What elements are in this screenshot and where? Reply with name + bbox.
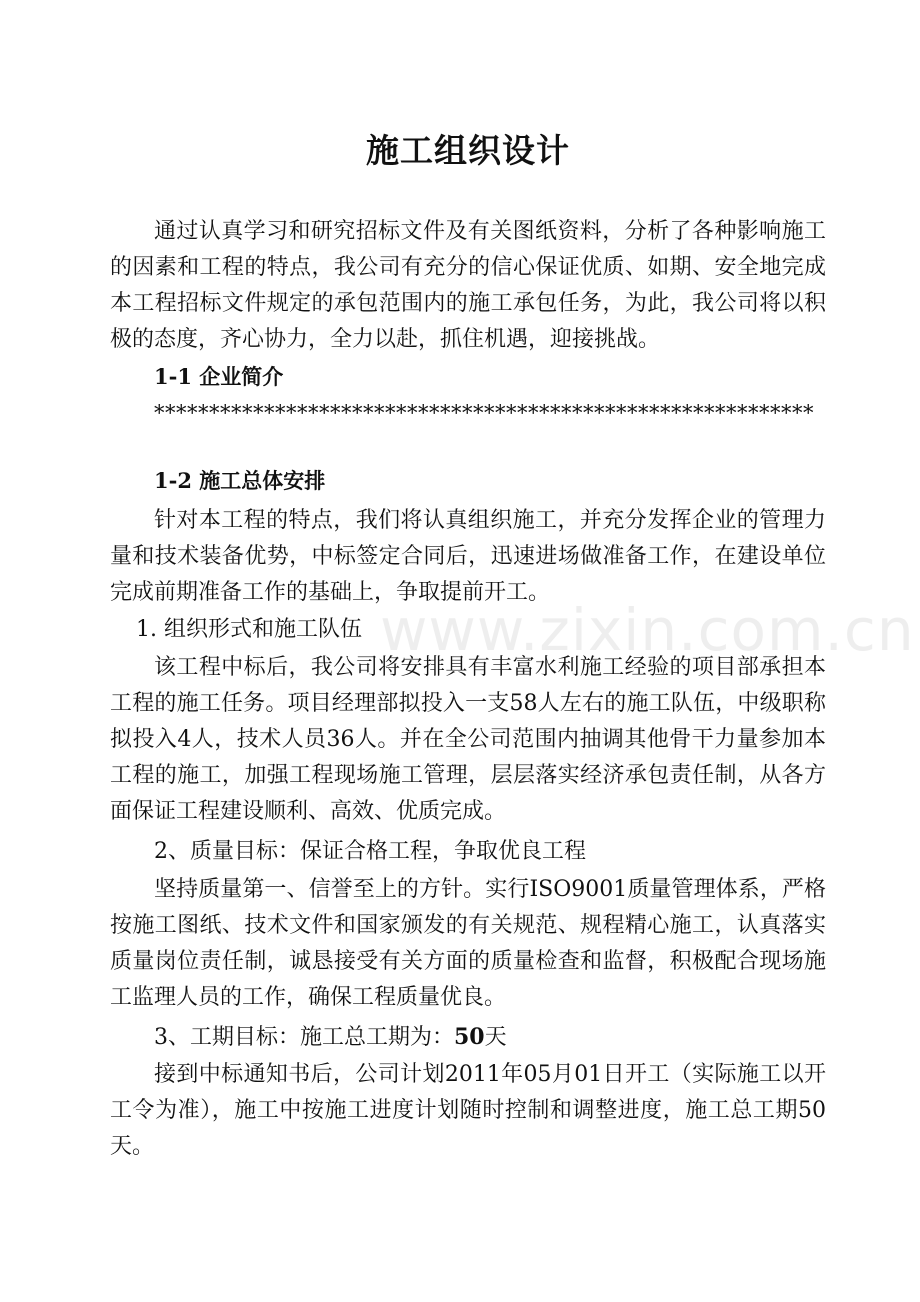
section-1-1-masked-content: ************************************************************	[154, 401, 814, 425]
item-1-title: 1. 组织形式和施工队伍	[136, 617, 362, 642]
intro-paragraph: 通过认真学习和研究招标文件及有关图纸资料，分析了各种影响施工的因素和工程的特点，我公司有充分的信心保证优质、如期、安全地完成本工程招标文件规定的承包范围内的施工承包任务，为此，我公司将以积极的态度，齐心协力，全力以赴，抓住机遇，迎接挑战。	[110, 219, 826, 352]
section-1-2-intro: 针对本工程的特点，我们将认真组织施工，并充分发挥企业的管理力量和技术装备优势，中标签定合同后，迅速进场做准备工作，在建设单位完成前期准备工作的基础上，争取提前开工。	[110, 508, 826, 605]
section-1-2-heading: 1-2 施工总体安排	[154, 468, 326, 493]
item-1-text: 该工程中标后，我公司将安排具有丰富水利施工经验的项目部承担本工程的施工任务。项目经理部拟投入一支58人左右的施工队伍，中级职称拟投入4人，技术人员36人。并在全公司范围内抽调其他骨干力量参加本工程的施工，加强工程现场施工管理，层层落实经济承包责任制，从各方面保证工程建设顺利、高效、优质完成。	[110, 655, 826, 824]
item-2-text: 坚持质量第一、信誉至上的方针。实行ISO9001质量管理体系，严格按施工图纸、技术文件和国家颁发的有关规范、规程精心施工，认真落实质量岗位责任制，诚恳接受有关方面的质量检查和监督，积极配合现场施工监理人员的工作，确保工程质量优良。	[110, 877, 826, 1010]
item-3-text: 接到中标通知书后，公司计划2011年05月01日开工（实际施工以开工令为准），施工中按施工进度计划随时控制和调整进度，施工总工期50天。	[110, 1062, 826, 1159]
watermark: www.zixin.com.cn	[380, 596, 915, 664]
item-3-title	[154, 1019, 507, 1056]
item-3-title-prefix: 3、工期目标：施工总工期为：	[154, 1025, 454, 1050]
item-2-title: 2、质量目标：保证合格工程，争取优良工程	[154, 839, 586, 864]
section-1-1-heading: 1-1 企业简介	[154, 364, 284, 389]
item-3-title-suffix: 天	[484, 1025, 507, 1050]
document-title: 施工组织设计	[366, 131, 570, 170]
item-3-days: 50	[454, 1024, 485, 1050]
